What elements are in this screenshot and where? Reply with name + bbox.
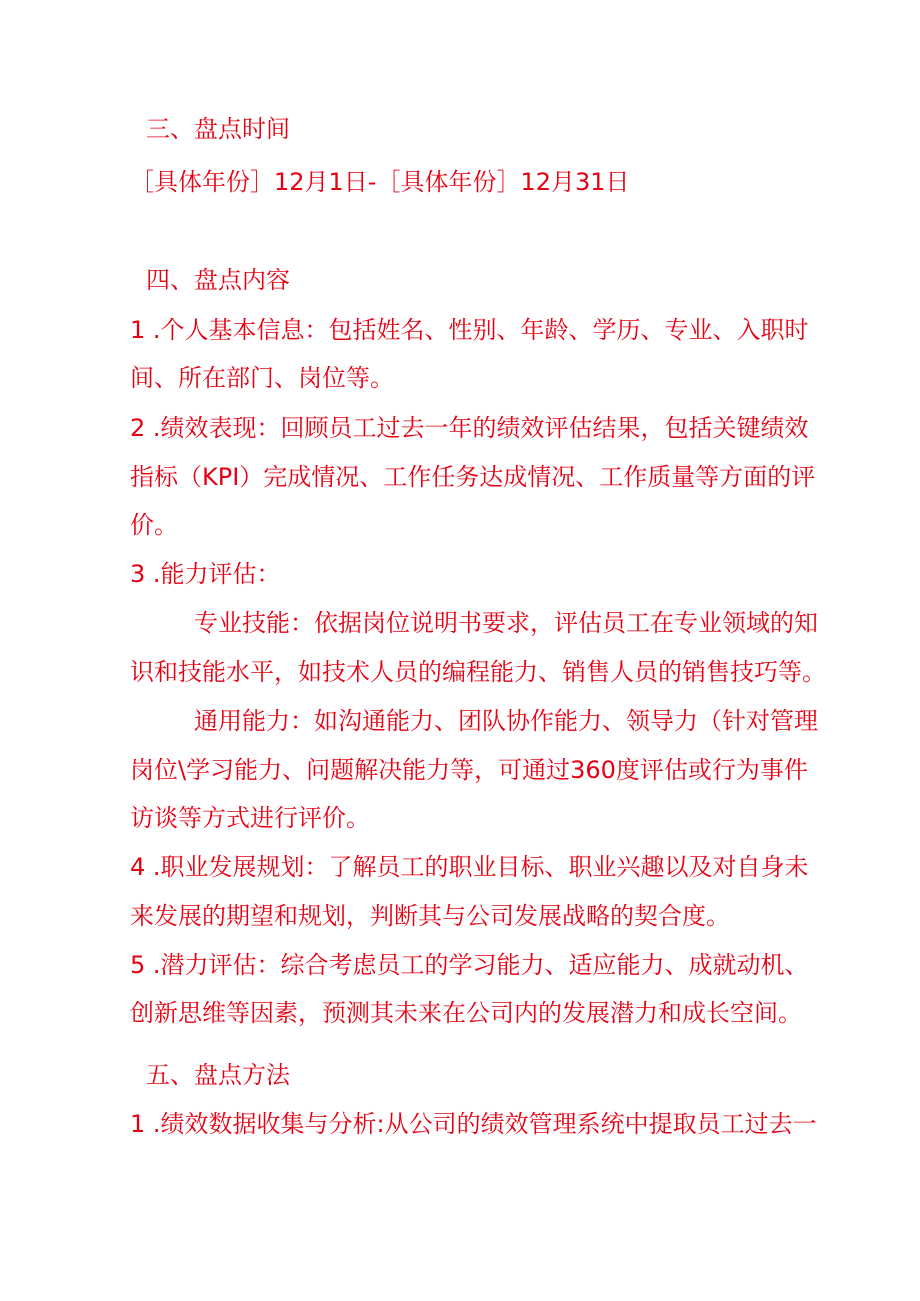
text-line: 岗位\学习能力、问题解决能力等，可通过360度评估或行为事件 <box>130 756 808 784</box>
text-line: ［具体年份］12月1日-［具体年份］12月31日 <box>130 168 630 196</box>
text-line: 来发展的期望和规划，判断其与公司发展战略的契合度。 <box>130 902 730 930</box>
text-line: 指标（KPI）完成情况、工作任务达成情况、工作质量等方面的评 <box>130 463 816 491</box>
text-line: 访谈等方式进行评价。 <box>130 804 370 832</box>
text-line: 5 .潜力评估：综合考虑员工的学习能力、适应能力、成就动机、 <box>130 951 809 979</box>
text-line: 2 .绩效表现：回顾员工过去一年的绩效评估结果，包括关键绩效 <box>130 414 809 442</box>
text-line: 1 .绩效数据收集与分析:从公司的绩效管理系统中提取员工过去一 <box>130 1110 817 1138</box>
text-line: 通用能力：如沟通能力、团队协作能力、领导力（针对管理 <box>194 707 818 735</box>
section-heading-3: 三、盘点时间 <box>146 115 290 143</box>
text-line: 间、所在部门、岗位等。 <box>130 364 394 392</box>
section-heading-4: 四、盘点内容 <box>146 266 290 294</box>
text-line: 专业技能：依据岗位说明书要求，评估员工在专业领域的知 <box>194 609 818 637</box>
text-line: 价。 <box>130 511 178 539</box>
section-heading-5: 五、盘点方法 <box>146 1061 290 1089</box>
text-line: 3 .能力评估： <box>130 560 281 588</box>
text-line: 1 .个人基本信息：包括姓名、性别、年龄、学历、专业、入职时 <box>130 316 809 344</box>
text-line: 识和技能水平，如技术人员的编程能力、销售人员的销售技巧等。 <box>130 658 826 686</box>
text-line: 4 .职业发展规划：了解员工的职业目标、职业兴趣以及对自身未 <box>130 853 809 881</box>
text-line: 创新思维等因素，预测其未来在公司内的发展潜力和成长空间。 <box>130 999 802 1027</box>
